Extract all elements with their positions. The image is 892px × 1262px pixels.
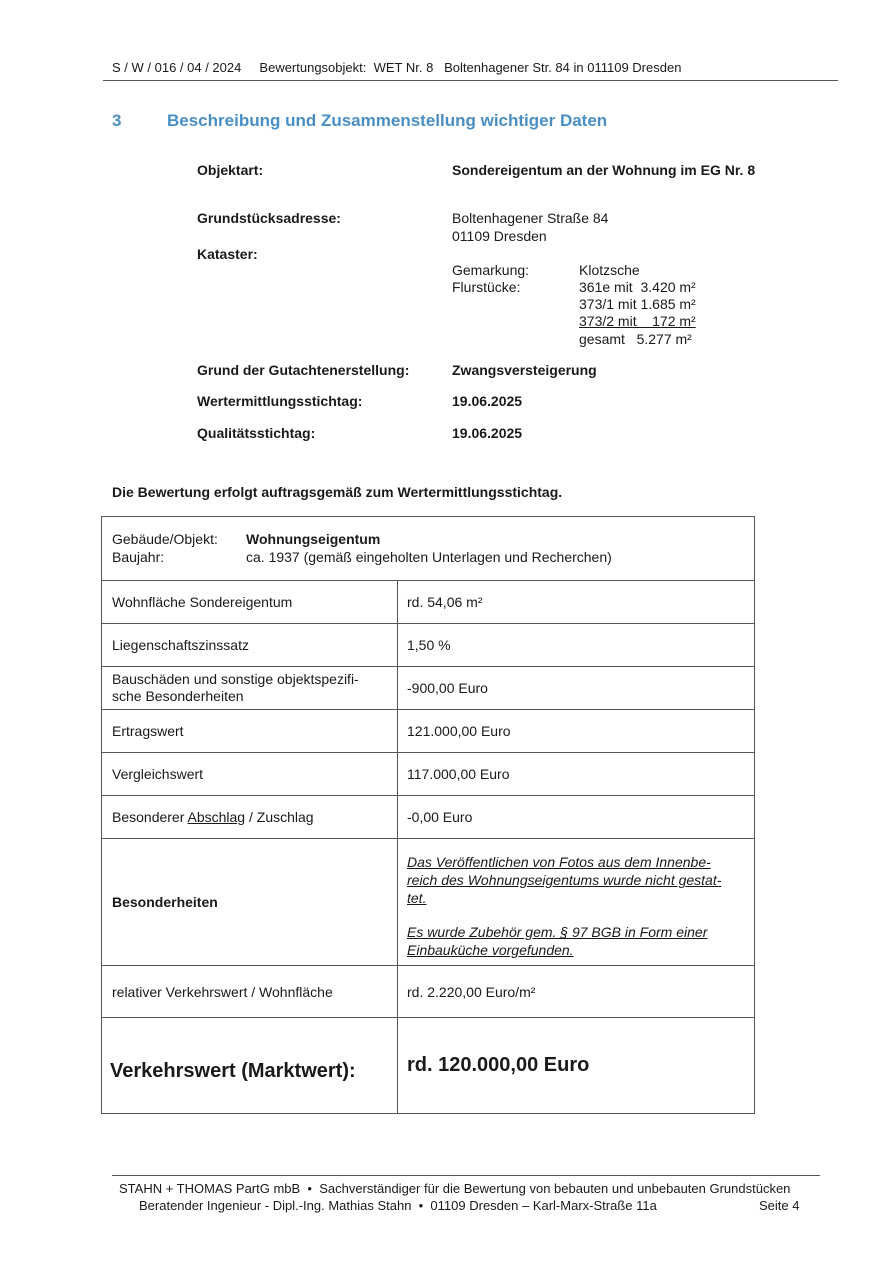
- row-zinssatz-value: 1,50 %: [407, 637, 451, 653]
- objektart-label: Objektart:: [197, 162, 264, 178]
- adresse-label: Grundstücksadresse:: [197, 210, 341, 226]
- row-vergleichswert-value: 117.000,00 Euro: [407, 766, 510, 782]
- flurstueck-3: 373/2 mit 172 m²: [579, 313, 696, 329]
- verkehrswert-value: rd. 120.000,00 Euro: [407, 1054, 590, 1076]
- row-vergleichswert-label: Vergleichswert: [112, 766, 204, 782]
- relativ-value: rd. 2.220,00 Euro/m²: [407, 984, 536, 1000]
- besonderheiten-note2: Es wurde Zubehör gem. § 97 BGB in Form einer Einbauküche vorgefunden.: [407, 924, 708, 958]
- row-wohnflaeche-label: Wohnfläche Sondereigentum: [112, 594, 293, 610]
- flurstueck-1: 361e mit 3.420 m²: [579, 279, 696, 295]
- qualitaet-value: 19.06.2025: [452, 425, 523, 441]
- gemarkung-value: Klotzsche: [579, 262, 640, 278]
- statement: Die Bewertung erfolgt auftragsgemäß zum Wertermittlungsstichtag.: [112, 484, 563, 500]
- row-bauschaeden-label: Bauschäden und sonstige objektspezifi-: [112, 671, 359, 687]
- adresse-line1: Boltenhagener Straße 84: [452, 210, 609, 226]
- row-abschlag-value: -0,00 Euro: [407, 809, 473, 825]
- row-bauschaeden-value: -900,00 Euro: [407, 680, 488, 696]
- baujahr-value: ca. 1937 (gemäß eingeholten Unterlagen und Recherchen): [246, 549, 612, 565]
- grund-value: Zwangsversteigerung: [452, 362, 597, 378]
- grund-label: Grund der Gutachtenerstellung:: [197, 362, 410, 378]
- qualitaet-label: Qualitätsstichtag:: [197, 425, 316, 441]
- footer-rule: [112, 1175, 820, 1176]
- footer-line2: Beratender Ingenieur - Dipl.-Ing. Mathias Stahn • 01109 Dresden – Karl-Marx-Straße 11a: [139, 1198, 657, 1213]
- section-number: 3: [112, 111, 122, 130]
- footer-line1: STAHN + THOMAS PartG mbB • Sachverständiger für die Bewertung von bebauten und unbebauten Grundstücken: [119, 1181, 791, 1196]
- row-ertragswert-value: 121.000,00 Euro: [407, 723, 511, 739]
- flurstueck-2: 373/1 mit 1.685 m²: [579, 296, 696, 312]
- baujahr-label: Baujahr:: [112, 549, 165, 565]
- summary-table: [101, 516, 755, 1114]
- gebaeude-value: Wohnungseigentum: [246, 531, 381, 547]
- flurstueck-gesamt: gesamt 5.277 m²: [579, 331, 692, 347]
- adresse-line2: 01109 Dresden: [452, 228, 547, 244]
- stichtag-value: 19.06.2025: [452, 393, 523, 409]
- row-wohnflaeche-value: rd. 54,06 m²: [407, 594, 483, 610]
- gebaeude-label: Gebäude/Objekt:: [112, 531, 218, 547]
- stichtag-label: Wertermittlungsstichtag:: [197, 393, 363, 409]
- objektart-value: Sondereigentum an der Wohnung im EG Nr. 8: [452, 162, 756, 178]
- gemarkung-label: Gemarkung:: [452, 262, 530, 278]
- kataster-label: Kataster:: [197, 246, 258, 262]
- row-zinssatz-label: Liegenschaftszinssatz: [112, 637, 249, 653]
- relativ-label: relativer Verkehrswert / Wohnfläche: [112, 984, 333, 1000]
- row-abschlag-label: Besonderer Abschlag / Zuschlag: [112, 809, 314, 825]
- section-title: Beschreibung und Zusammenstellung wichtiger Daten: [167, 111, 608, 130]
- row-ertragswert-label: Ertragswert: [112, 723, 184, 739]
- footer-page-number: Seite 4: [759, 1198, 800, 1213]
- besonderheiten-note1: Das Veröffentlichen von Fotos aus dem Innenbe- reich des Wohnungseigentums wurde nicht gestat- tet.: [407, 854, 722, 906]
- verkehrswert-label: Verkehrswert (Marktwert):: [110, 1060, 356, 1082]
- page-header: S / W / 016 / 04 / 2024 Bewertungsobjekt: WET Nr. 8 Boltenhagener Str. 84 in 011109 Dresden: [112, 60, 682, 75]
- besonderheiten-label: Besonderheiten: [112, 894, 218, 910]
- row-bauschaeden-label2: sche Besonderheiten: [112, 688, 244, 704]
- flurstuecke-label: Flurstücke:: [452, 279, 521, 295]
- header-rule: [103, 80, 838, 81]
